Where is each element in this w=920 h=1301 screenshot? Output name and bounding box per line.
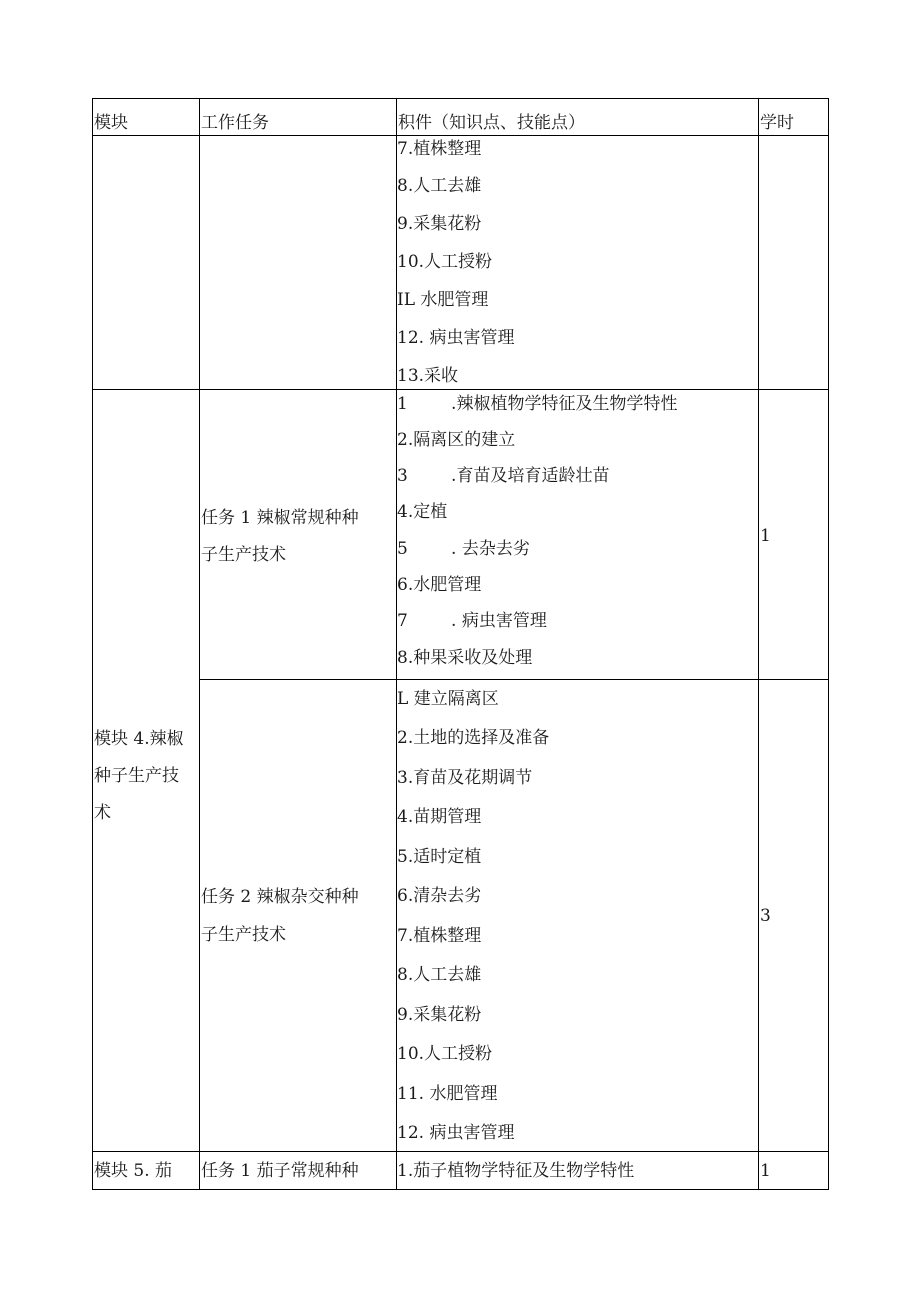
knowledge-point: 2.隔离区的建立 [397,430,516,450]
knowledge-point: 8.人工去雄 [397,176,482,196]
knowledge-point: 7.植株整理 [397,139,482,159]
knowledge-point: 4.定植 [397,502,448,522]
col-divider-1 [199,98,200,389]
module-4-line1: 模块 4.辣椒 [94,729,184,749]
knowledge-point: 2.土地的选择及准备 [397,728,550,748]
module-4-line3: 术 [94,803,111,823]
knowledge-point: 3 .育苗及培育适龄壮苗 [397,466,610,486]
task-2-line1: 任务 2 辣椒杂交种种 [201,887,359,907]
knowledge-point: 1 .辣椒植物学特征及生物学特性 [397,394,678,414]
knowledge-point: 11. 水肥管理 [397,1084,498,1104]
task-2-line2: 子生产技术 [201,925,286,945]
module-5: 模块 5. 茄 [94,1161,173,1181]
knowledge-point: 8.种果采收及处理 [397,648,533,668]
knowledge-point: 8.人工去雄 [397,965,482,985]
knowledge-point: 13.采收 [397,366,459,386]
knowledge-point: 5 . 去杂去劣 [397,539,530,559]
header-module: 模块 [94,113,128,133]
row-divider-task1 [199,679,829,680]
knowledge-point: 3.育苗及花期调节 [397,768,533,788]
row-divider-section1 [92,389,829,390]
knowledge-point: 10.人工授粉 [397,252,493,272]
knowledge-point: 7.植株整理 [397,926,482,946]
knowledge-point: 7 . 病虫害管理 [397,611,547,631]
knowledge-point: 12. 病虫害管理 [397,1123,515,1143]
col-divider-1b [199,389,200,1190]
row-divider-header [92,135,829,136]
knowledge-point: 4.苗期管理 [397,807,482,827]
module-4-line2: 种子生产技 [94,766,179,786]
task-1-line2: 子生产技术 [201,545,286,565]
knowledge-point: 10.人工授粉 [397,1044,493,1064]
header-points: 积件（知识点、技能点） [398,113,585,133]
col-divider-3 [758,98,759,1190]
knowledge-point: 6.清杂去劣 [397,886,482,906]
knowledge-point: 6.水肥管理 [397,575,482,595]
row-divider-section2 [92,1151,829,1152]
task-eggplant: 任务 1 茄子常规种种 [201,1161,359,1181]
knowledge-point: 1.茄子植物学特征及生物学特性 [397,1161,635,1181]
knowledge-point: IL 水肥管理 [397,290,489,310]
header-task: 工作任务 [201,113,269,133]
knowledge-point: 9.采集花粉 [397,214,482,234]
task-1-line1: 任务 1 辣椒常规种种 [201,508,359,528]
knowledge-point: 12. 病虫害管理 [397,328,515,348]
header-hours: 学时 [760,113,794,133]
task-1-hours: 1 [760,526,771,546]
knowledge-point: 5.适时定植 [397,847,482,867]
module-5-hours: 1 [760,1161,771,1181]
task-2-hours: 3 [760,906,771,926]
knowledge-point: L 建立隔离区 [397,689,499,709]
knowledge-point: 9.采集花粉 [397,1005,482,1025]
